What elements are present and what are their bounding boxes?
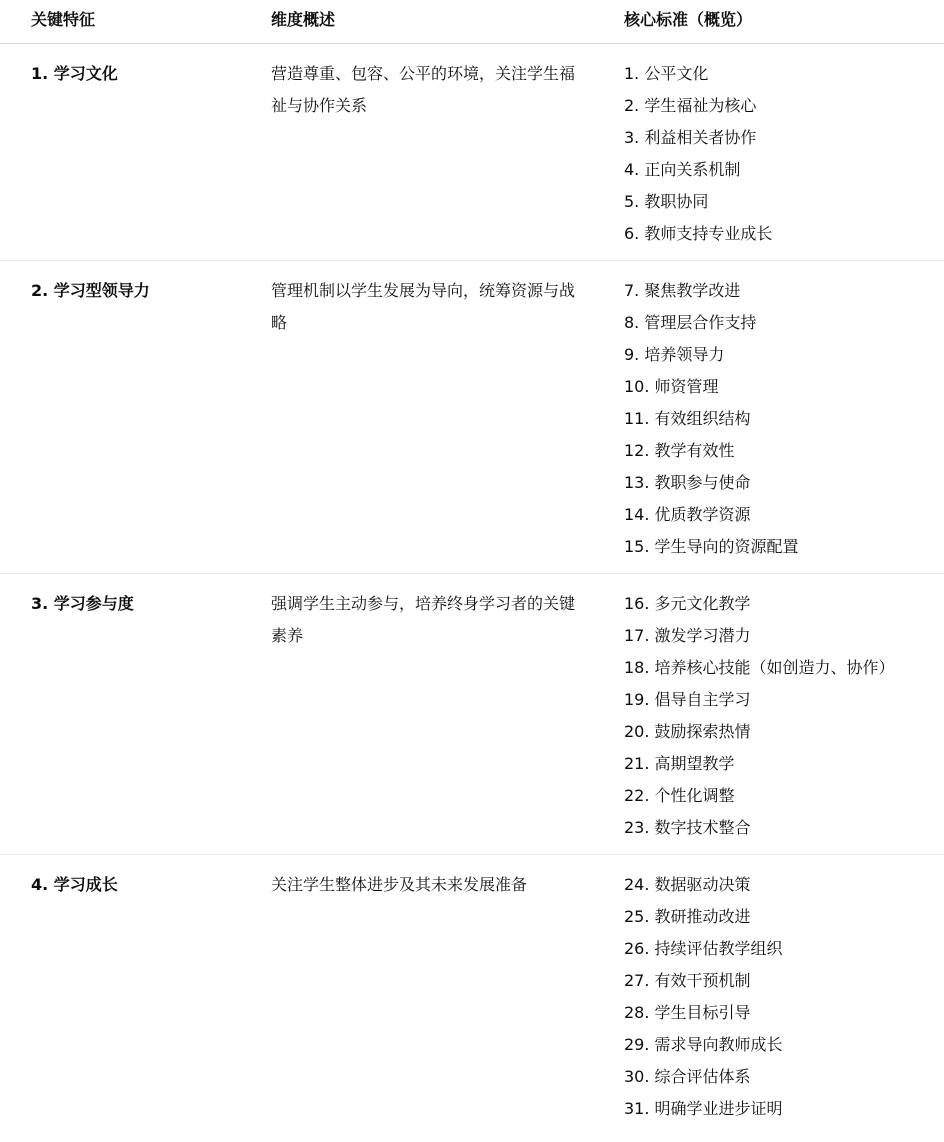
key-feature-cell: 4. 学习成长 <box>31 875 118 894</box>
table-row <box>0 855 944 1135</box>
standard-item: 30. 综合评估体系 <box>624 1067 751 1086</box>
header-dimension-overview: 维度概述 <box>271 10 336 29</box>
standard-item: 14. 优质教学资源 <box>624 505 751 524</box>
standard-item: 4. 正向关系机制 <box>624 160 741 179</box>
standard-item: 18. 培养核心技能（如创造力、协作） <box>624 658 895 677</box>
standard-item: 27. 有效干预机制 <box>624 971 751 990</box>
core-standards-list <box>624 869 783 1125</box>
standard-item: 7. 聚焦教学改进 <box>624 281 741 300</box>
standard-item: 22. 个性化调整 <box>624 786 735 805</box>
standard-item: 1. 公平文化 <box>624 64 709 83</box>
standard-item: 24. 数据驱动决策 <box>624 875 751 894</box>
header-core-standards: 核心标准（概览） <box>624 10 753 29</box>
key-feature-cell: 2. 学习型领导力 <box>31 281 150 300</box>
standard-item: 16. 多元文化教学 <box>624 594 751 613</box>
standard-item: 2. 学生福祉为核心 <box>624 96 757 115</box>
standard-item: 29. 需求导向教师成长 <box>624 1035 783 1054</box>
standard-item: 21. 高期望教学 <box>624 754 735 773</box>
key-feature-cell: 1. 学习文化 <box>31 64 118 83</box>
standard-item: 9. 培养领导力 <box>624 345 725 364</box>
table-header <box>0 0 944 44</box>
standard-item: 6. 教师支持专业成长 <box>624 224 773 243</box>
standard-item: 25. 教研推动改进 <box>624 907 751 926</box>
core-standards-list <box>624 275 799 563</box>
standard-item: 15. 学生导向的资源配置 <box>624 537 799 556</box>
standard-item: 28. 学生目标引导 <box>624 1003 751 1022</box>
standard-item: 5. 教职协同 <box>624 192 709 211</box>
standard-item: 12. 教学有效性 <box>624 441 735 460</box>
core-standards-list <box>624 58 772 250</box>
standard-item: 23. 数字技术整合 <box>624 818 751 837</box>
standard-item: 11. 有效组织结构 <box>624 409 751 428</box>
header-key-feature: 关键特征 <box>31 10 96 29</box>
standard-item: 20. 鼓励探索热情 <box>624 722 751 741</box>
table-row <box>0 44 944 261</box>
dimension-overview-cell: 关注学生整体进步及其未来发展准备 <box>271 875 528 894</box>
standard-item: 19. 倡导自主学习 <box>624 690 751 709</box>
dimension-overview-cell: 管理机制以学生发展为导向，统筹资源与战略 <box>271 281 576 332</box>
standard-item: 17. 激发学习潜力 <box>624 626 751 645</box>
standard-item: 3. 利益相关者协作 <box>624 128 757 147</box>
table-row <box>0 574 944 855</box>
standard-item: 10. 师资管理 <box>624 377 719 396</box>
core-standards-list <box>624 588 895 844</box>
standard-item: 26. 持续评估教学组织 <box>624 939 783 958</box>
standard-item: 13. 教职参与使命 <box>624 473 751 492</box>
standard-item: 31. 明确学业进步证明 <box>624 1099 783 1118</box>
dimension-overview-cell: 营造尊重、包容、公平的环境，关注学生福祉与协作关系 <box>271 64 576 115</box>
table-row <box>0 261 944 574</box>
standard-item: 8. 管理层合作支持 <box>624 313 757 332</box>
key-feature-cell: 3. 学习参与度 <box>31 594 134 613</box>
dimension-overview-cell: 强调学生主动参与，培养终身学习者的关键素养 <box>271 594 576 645</box>
